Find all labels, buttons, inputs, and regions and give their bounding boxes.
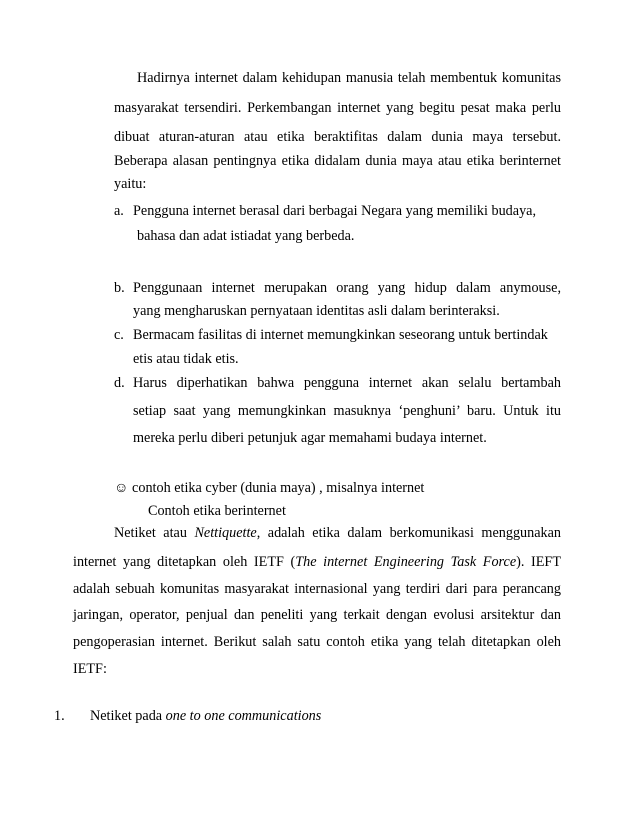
- netiket-term: Nettiquette: [194, 525, 257, 541]
- list-item-d-line-2: setiap saat yang memungkinkan masuknya ‘penghuni’ baru. Untuk itu: [133, 403, 561, 419]
- list-item-c-line-2: etis atau tidak etis.: [133, 351, 239, 367]
- netiket-line-1: [114, 525, 561, 541]
- list-marker-d: d.: [114, 375, 125, 391]
- list-item-a-line-1: Pengguna internet berasal dari berbagai Negara yang memiliki budaya,: [133, 203, 537, 219]
- example-line: [114, 480, 424, 496]
- list-marker-b: b.: [114, 280, 125, 296]
- section-heading: [90, 708, 321, 724]
- list-item-a-line-2: bahasa dan adat istiadat yang berbeda.: [137, 228, 355, 244]
- netiket-line-2-a: internet yang ditetapkan oleh IETF (: [73, 554, 296, 570]
- list-item-c-line-1: Bermacam fasilitas di internet memungkinkan seseorang untuk bertindak: [133, 327, 548, 343]
- list-item-d-line-3: mereka perlu diberi petunjuk agar memahami budaya internet.: [133, 430, 487, 446]
- netiket-line-1-c: , adalah etika dalam berkomunikasi menggunakan: [256, 525, 562, 541]
- example-text: contoh etika cyber (dunia maya) , misalnya internet: [128, 480, 425, 496]
- section-heading-a: Netiket pada: [90, 708, 166, 724]
- netiket-line-3: adalah sebuah komunitas masyarakat internasional yang terdiri dari para perancang: [73, 581, 561, 597]
- list-item-d-line-1: Harus diperhatikan bahwa pengguna internet akan selalu bertambah: [133, 375, 561, 391]
- example-subheading: Contoh etika berinternet: [148, 503, 286, 519]
- netiket-line-6: IETF:: [73, 661, 107, 677]
- section-heading-b: one to one communications: [165, 708, 322, 724]
- intro-line-5: yaitu:: [114, 176, 147, 192]
- list-item-b-line-1: Penggunaan internet merupakan orang yang hidup dalam anymouse,: [133, 280, 561, 296]
- ietf-full-name: The internet Engineering Task Force: [295, 554, 517, 570]
- list-marker-c: c.: [114, 327, 124, 343]
- netiket-line-1-a: Netiket atau: [114, 525, 195, 541]
- list-item-b-line-2: yang mengharuskan pernyataan identitas asli dalam berinteraksi.: [133, 303, 500, 319]
- netiket-line-5: pengoperasian internet. Berikut salah satu contoh etika yang telah ditetapkan oleh: [73, 634, 561, 650]
- section-number: 1.: [54, 708, 65, 724]
- intro-line-2: masyarakat tersendiri. Perkembangan internet yang begitu pesat maka perlu: [114, 100, 561, 116]
- netiket-line-2: [73, 554, 561, 570]
- smiley-icon: ☺: [114, 480, 129, 496]
- netiket-line-2-c: ). IEFT: [516, 554, 561, 570]
- netiket-line-4: jaringan, operator, penjual dan peneliti yang terkait dengan evolusi arsitektur dan: [73, 607, 561, 623]
- intro-line-3: dibuat aturan-aturan atau etika beraktifitas dalam dunia maya tersebut.: [114, 129, 561, 145]
- intro-line-1: Hadirnya internet dalam kehidupan manusia telah membentuk komunitas: [137, 70, 561, 86]
- list-marker-a: a.: [114, 203, 124, 219]
- intro-line-4: Beberapa alasan pentingnya etika didalam dunia maya atau etika berinternet: [114, 153, 561, 169]
